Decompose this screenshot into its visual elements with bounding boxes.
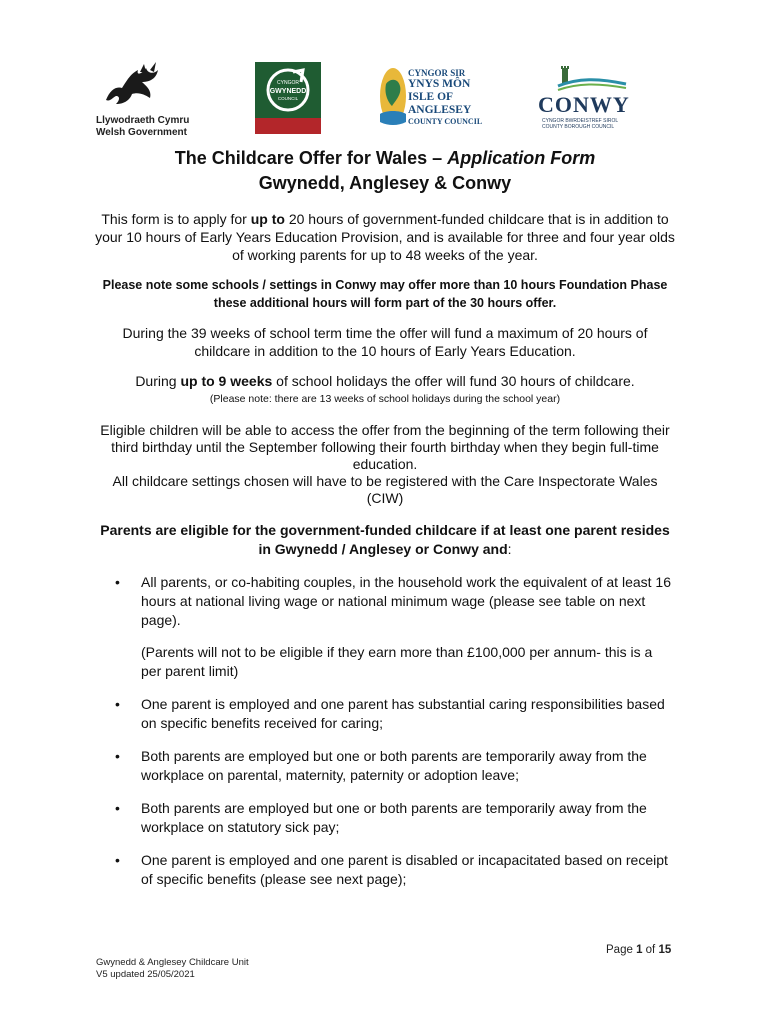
parents-heading-text: Parents are eligible for the government-funded childcare if at least one parent resides in Gwynedd / Anglesey or Conwy and — [100, 522, 670, 557]
conwy-note: Please note some schools / settings in Conwy may offer more than 10 hours Foundation Phase these additional hours will form part of the 30 hours offer. — [102, 278, 668, 310]
welsh-government-logo — [96, 60, 196, 139]
ciw-paragraph: All childcare settings chosen will have to be registered with the Care Inspectorate Wales (CIW) — [112, 473, 658, 506]
dragon-icon — [96, 60, 166, 108]
parents-heading-colon: : — [507, 541, 512, 557]
eligibility-list — [95, 573, 675, 630]
list-item — [95, 799, 675, 837]
intro-c: 20 hours of government-funded childcare that is in addition to your 10 hours of Early Years Education Provision, and is available for three and four year olds of working parents for up to 48 weeks of the year. — [95, 211, 675, 263]
page-number — [606, 944, 671, 956]
conwy-subtitle — [542, 118, 618, 130]
anglesey-line4: COUNTY COUNCIL — [408, 117, 483, 126]
title-plain: The Childcare Offer for Wales – — [174, 148, 448, 168]
gwynedd-council-logo — [255, 62, 321, 134]
page-current: 1 — [636, 944, 643, 956]
wg-line1: Llywodraeth Cymru — [96, 115, 190, 126]
bullet-text: All parents, or co-habiting couples, in the household work the equivalent of at least 16 hours at national living wage or national minimum wage (please see table on next page). — [141, 574, 671, 628]
conwy-council-logo — [538, 66, 638, 130]
bullet-text: Both parents are employed but one or both parents are temporarily away from the workplace on statutory sick pay; — [141, 800, 647, 835]
holidays-paragraph — [95, 372, 675, 390]
wg-line2: Welsh Government — [96, 127, 187, 138]
bullet-icon: • — [115, 748, 120, 764]
anglesey-council-logo — [378, 64, 508, 136]
welsh-government-text — [96, 115, 196, 139]
bullet-text: Both parents are employed but one or both parents are temporarily away from the workplace on parental, maternity, paternity or adoption leave; — [141, 748, 647, 783]
logo-bar — [0, 56, 770, 151]
page-total: 15 — [658, 944, 672, 956]
intro-bold: up to — [250, 211, 285, 227]
parents-heading — [95, 521, 675, 559]
holidays-c: of school holidays the offer will fund 30 hours of childcare. — [272, 373, 635, 389]
intro-a: This form is to apply for — [101, 211, 251, 227]
gwynedd-line3: COUNCIL — [277, 96, 299, 101]
footer-unit: Gwynedd & Anglesey Childcare Unit — [96, 957, 249, 968]
conwy-sub2: COUNTY BOROUGH COUNCIL — [542, 124, 615, 130]
document-body — [95, 146, 675, 889]
list-item — [95, 573, 675, 630]
conwy-sub1: CYNGOR BWRDEISTREF SIROL — [542, 118, 619, 124]
castle-wave-icon — [538, 66, 628, 92]
list-item — [95, 747, 675, 785]
intro-paragraph — [95, 210, 675, 264]
term-time-paragraph: During the 39 weeks of school term time the offer will fund a maximum of 20 hours of childcare in addition to the 10 hours of Early Years Education. — [122, 325, 648, 359]
parents-income-note: (Parents will not to be eligible if they earn more than £100,000 per annum- this is a per parent limit) — [141, 644, 653, 679]
bullet-text: One parent is employed and one parent has substantial caring responsibilities based on specific benefits received for caring; — [141, 696, 665, 731]
bullet-icon: • — [115, 800, 120, 816]
list-item — [95, 851, 675, 889]
bullet-text: One parent is employed and one parent is disabled or incapacitated based on receipt of specific benefits (please see next page); — [141, 852, 668, 887]
anglesey-text — [408, 68, 508, 127]
conwy-word: CONWY — [538, 92, 630, 117]
island-emblem-icon — [378, 64, 408, 128]
page-of: of — [642, 944, 659, 956]
anglesey-line3: ISLE OF ANGLESEY — [408, 91, 472, 116]
bullet-icon: • — [115, 574, 120, 590]
title-subtitle: Gwynedd, Anglesey & Conwy — [258, 173, 512, 193]
title-italic: Application Form — [447, 148, 596, 168]
footer-version: V5 updated 25/05/2021 — [96, 969, 195, 980]
holidays-bold: up to 9 weeks — [180, 373, 273, 389]
eligibility-list-continued — [95, 695, 675, 889]
gwynedd-line1: CYNGOR — [277, 80, 299, 86]
bullet-icon: • — [115, 696, 120, 712]
bullet-icon: • — [115, 852, 120, 868]
footer — [96, 957, 249, 981]
eligible-children-paragraph: Eligible children will be able to access the offer from the beginning of the term following their third birthday until the September following their fourth birthday when they begin full-time education. — [100, 422, 670, 472]
list-item — [95, 695, 675, 733]
gwynedd-line2: GWYNEDD — [269, 88, 307, 95]
holidays-note: (Please note: there are 13 weeks of school holidays during the school year) — [209, 393, 561, 405]
page-prefix: Page — [606, 944, 637, 956]
document-title — [95, 146, 675, 196]
anglesey-line2: YNYS MÔN — [408, 78, 471, 90]
holidays-a: During — [135, 373, 181, 389]
anglesey-line1: CYNGOR SIR — [408, 68, 466, 78]
